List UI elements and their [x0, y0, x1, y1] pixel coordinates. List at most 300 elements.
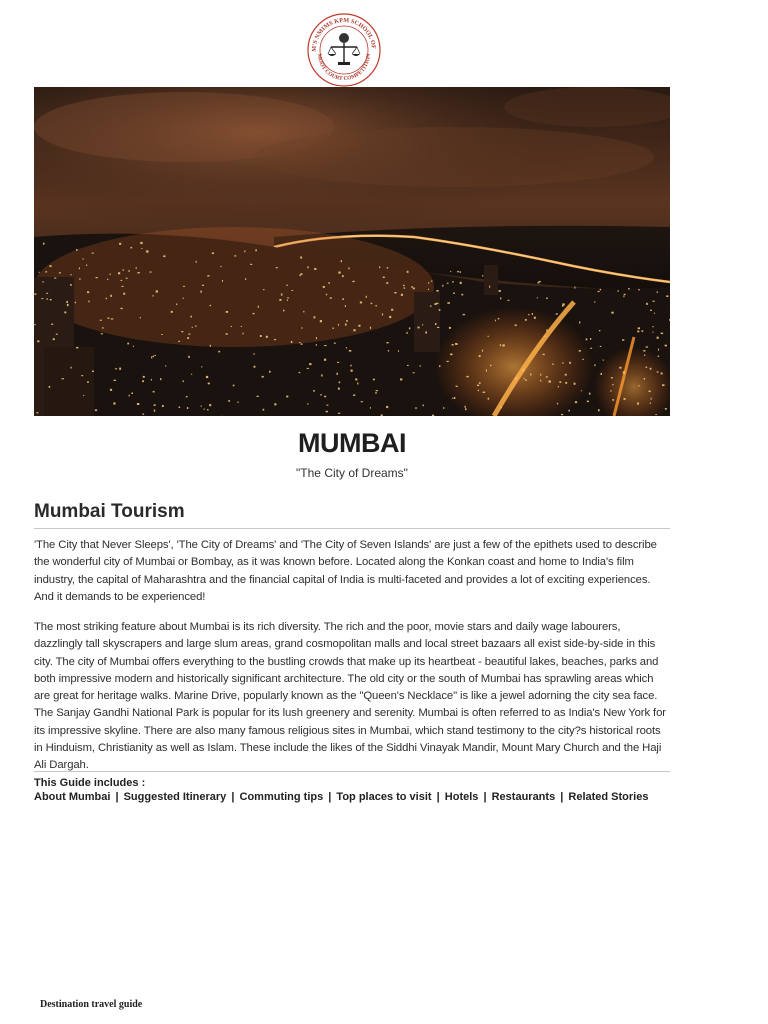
city-light	[121, 280, 123, 281]
intro-paragraph: 'The City that Never Sleeps', 'The City of Dreams' and 'The City of Seven Islands' are just a few of the epithets used to describe the wonderful city of Mumbai or Bombay, as it was known before. Located along the Konkan coast and home to India's film industry, the capital of Maharashtra and the financial capital of India is multi-faceted and provides a lot of exciting experiences. And it demands to be experienced!	[34, 539, 657, 603]
city-light	[619, 367, 621, 369]
city-light	[220, 266, 221, 267]
city-light	[324, 359, 326, 361]
city-light	[345, 324, 347, 326]
city-light	[522, 369, 524, 371]
city-light	[130, 247, 132, 249]
city-light	[313, 390, 315, 392]
link-about-mumbai[interactable]: About Mumbai	[34, 791, 111, 803]
city-light	[67, 304, 69, 306]
city-light	[210, 345, 211, 347]
city-light	[200, 291, 201, 293]
city-light	[552, 364, 554, 365]
city-light	[500, 344, 501, 346]
city-light	[342, 298, 344, 300]
city-light	[156, 290, 158, 292]
city-light	[561, 414, 563, 415]
city-light	[342, 275, 344, 277]
city-light	[346, 320, 348, 322]
city-light	[351, 370, 353, 372]
city-light	[113, 402, 115, 404]
city-light	[537, 297, 538, 298]
city-light	[611, 312, 613, 314]
city-light	[348, 268, 349, 270]
city-light	[250, 264, 252, 265]
city-light	[153, 356, 154, 358]
city-light	[131, 393, 133, 395]
city-light	[136, 267, 138, 268]
city-light	[92, 253, 94, 254]
city-light	[307, 368, 309, 369]
city-light	[226, 333, 228, 335]
city-light	[274, 339, 276, 340]
city-light	[301, 344, 303, 345]
city-light	[644, 378, 645, 380]
city-light	[581, 390, 582, 391]
link-hotels[interactable]: Hotels	[444, 791, 479, 803]
city-light	[624, 294, 626, 295]
city-light	[582, 359, 583, 360]
city-light	[539, 281, 541, 283]
city-light	[345, 305, 346, 307]
city-light	[465, 406, 466, 408]
city-light	[500, 297, 501, 299]
city-light	[546, 329, 547, 331]
city-light	[439, 365, 440, 367]
city-light	[153, 295, 154, 297]
city-light	[146, 250, 148, 252]
city-light	[162, 405, 164, 407]
city-light	[430, 306, 432, 307]
city-light	[361, 401, 363, 402]
city-light	[388, 350, 389, 352]
city-light	[187, 337, 189, 339]
link-top-places[interactable]: Top places to visit	[336, 791, 432, 803]
city-light	[540, 380, 541, 382]
city-light	[477, 385, 479, 386]
city-light	[562, 362, 563, 364]
city-light	[442, 285, 443, 287]
city-light	[638, 327, 640, 329]
city-light	[201, 406, 202, 407]
guide-links: About Mumbai | Suggested Itinerary | Commuting tips | Top places to visit | Hotels | Restaurants | Related Stories	[34, 791, 649, 803]
city-light	[151, 379, 152, 381]
city-light	[181, 331, 184, 332]
city-light	[171, 311, 173, 313]
city-light	[226, 311, 228, 313]
city-light	[338, 388, 340, 390]
page-title: MUMBAI	[298, 428, 406, 458]
city-light	[558, 386, 559, 387]
city-light	[422, 324, 423, 325]
city-light	[245, 278, 246, 280]
city-light	[383, 277, 385, 278]
city-light	[337, 362, 339, 363]
city-light	[37, 340, 39, 342]
city-light	[540, 374, 541, 376]
city-light	[70, 274, 71, 275]
city-light	[600, 346, 602, 347]
city-light	[450, 354, 452, 356]
city-light	[128, 270, 129, 272]
city-light	[160, 378, 161, 380]
city-light	[366, 296, 367, 298]
guide-divider	[34, 771, 670, 772]
city-light	[379, 266, 380, 268]
city-light	[353, 329, 355, 331]
city-light	[207, 409, 209, 410]
city-light	[70, 284, 72, 286]
city-light	[457, 271, 459, 272]
city-light	[137, 403, 139, 405]
city-light	[260, 335, 262, 337]
city-light	[657, 371, 659, 372]
city-light	[222, 280, 223, 282]
city-light	[370, 407, 371, 408]
city-light	[569, 362, 571, 364]
city-light	[610, 390, 611, 392]
page-subtitle: "The City of Dreams"	[296, 466, 408, 480]
city-light	[254, 366, 256, 368]
city-light	[568, 410, 570, 412]
city-light	[183, 298, 184, 299]
city-light	[466, 376, 468, 377]
city-light	[598, 291, 600, 292]
city-light	[210, 305, 212, 306]
city-light	[661, 373, 663, 375]
city-light	[415, 407, 416, 409]
city-light	[665, 345, 667, 347]
city-light	[142, 414, 144, 415]
city-light	[501, 406, 502, 408]
link-suggested-itinerary[interactable]: Suggested Itinerary	[123, 791, 227, 803]
city-light	[589, 393, 591, 395]
city-light	[411, 286, 412, 288]
city-light	[81, 375, 83, 376]
guide-label: This Guide includes :	[34, 777, 146, 789]
city-light	[565, 374, 567, 376]
city-light	[574, 287, 575, 289]
city-light	[274, 403, 276, 405]
city-light	[179, 407, 181, 409]
city-light	[587, 401, 589, 403]
city-light	[92, 371, 94, 372]
city-light	[208, 383, 210, 385]
city-light	[34, 324, 36, 325]
city-light	[96, 277, 98, 278]
city-light	[653, 301, 655, 302]
city-light	[657, 291, 658, 293]
city-light	[428, 282, 429, 283]
page-footer: Destination travel guide	[40, 999, 143, 1010]
city-light	[88, 301, 89, 303]
city-light	[183, 380, 184, 382]
city-light	[486, 370, 487, 372]
city-light	[127, 343, 129, 345]
city-light	[83, 395, 84, 396]
city-light	[209, 404, 211, 406]
city-light	[543, 354, 545, 355]
city-light	[460, 282, 462, 284]
city-light	[255, 249, 256, 251]
city-light	[176, 304, 177, 305]
city-light	[356, 379, 357, 380]
city-light	[594, 301, 595, 302]
city-light	[375, 392, 376, 394]
city-light	[154, 410, 155, 412]
city-light	[334, 343, 336, 344]
city-light	[534, 317, 536, 319]
city-light	[39, 272, 40, 273]
city-light	[498, 318, 500, 319]
city-light	[654, 313, 655, 314]
city-light	[599, 330, 600, 331]
city-light	[557, 403, 558, 405]
city-light	[106, 298, 107, 300]
city-light	[436, 303, 438, 304]
city-light	[75, 302, 76, 303]
city-light	[650, 368, 652, 370]
city-light	[447, 302, 450, 304]
city-light	[450, 271, 451, 272]
city-light	[657, 337, 659, 339]
city-light	[601, 373, 603, 375]
city-light	[391, 309, 393, 311]
hero-image	[34, 87, 670, 416]
city-light	[398, 350, 399, 352]
city-light	[655, 414, 656, 415]
city-light	[456, 386, 458, 387]
city-light	[532, 313, 533, 315]
city-light	[149, 272, 151, 273]
city-light	[562, 303, 564, 305]
city-light	[321, 374, 323, 376]
city-light	[463, 314, 465, 315]
city-light	[100, 320, 102, 321]
city-light	[303, 311, 304, 313]
city-light	[389, 316, 391, 318]
city-light	[651, 398, 652, 400]
city-light	[287, 297, 289, 298]
city-light	[465, 408, 467, 410]
city-light	[320, 394, 322, 395]
city-light	[652, 326, 653, 327]
city-light	[187, 407, 188, 409]
city-light	[314, 268, 317, 270]
city-light	[34, 293, 36, 294]
city-light	[51, 324, 53, 325]
city-light	[140, 242, 142, 244]
city-light	[161, 334, 163, 335]
city-light	[110, 389, 112, 391]
city-light	[118, 272, 120, 274]
city-light	[637, 403, 639, 405]
city-light	[623, 371, 625, 373]
city-light	[129, 395, 130, 397]
city-light	[195, 325, 196, 327]
city-light	[196, 261, 197, 263]
city-light	[409, 327, 410, 329]
city-light	[437, 327, 439, 328]
city-light	[482, 350, 483, 352]
city-light	[650, 403, 651, 404]
city-light	[83, 258, 84, 259]
city-light	[461, 294, 463, 296]
city-light	[373, 379, 375, 381]
city-light	[648, 391, 650, 392]
city-light	[456, 344, 458, 345]
city-light	[525, 319, 527, 321]
city-light	[151, 356, 152, 358]
city-light	[454, 397, 455, 399]
city-light	[423, 405, 424, 407]
city-light	[546, 298, 548, 300]
city-light	[338, 413, 340, 414]
city-light	[155, 355, 156, 356]
city-light	[556, 313, 558, 314]
city-light	[326, 405, 328, 406]
city-light	[324, 345, 326, 346]
city-light	[617, 290, 619, 291]
city-light	[387, 267, 389, 268]
city-light	[658, 349, 659, 351]
city-light	[300, 275, 301, 277]
city-light	[79, 268, 80, 270]
city-light	[495, 320, 496, 322]
city-light	[404, 287, 406, 288]
link-related-stories[interactable]: Related Stories	[568, 791, 649, 803]
city-light	[119, 243, 121, 245]
city-light	[638, 385, 639, 386]
city-light	[109, 274, 111, 275]
city-light	[643, 350, 645, 351]
city-light	[431, 281, 433, 282]
city-light	[559, 381, 561, 383]
city-light	[115, 368, 117, 369]
city-light	[628, 288, 630, 289]
city-light	[202, 285, 204, 286]
city-light	[45, 271, 47, 272]
city-light	[661, 333, 663, 335]
city-light	[425, 332, 427, 334]
city-light	[101, 333, 103, 334]
city-light	[70, 367, 71, 369]
city-light	[191, 316, 192, 318]
city-light	[386, 282, 388, 284]
city-light	[110, 295, 112, 297]
city-light	[102, 327, 104, 328]
city-light	[669, 319, 670, 321]
city-light	[231, 326, 232, 327]
city-light	[299, 372, 301, 373]
city-light	[400, 379, 402, 381]
city-light	[502, 344, 504, 346]
city-light	[301, 328, 303, 329]
city-light	[140, 317, 141, 318]
city-light	[50, 299, 52, 300]
city-light	[332, 328, 334, 329]
city-light	[579, 321, 580, 323]
city-light	[53, 338, 55, 340]
city-light	[114, 380, 116, 381]
city-light	[126, 278, 128, 279]
city-light	[623, 295, 624, 297]
logo-text-top: M'S NMIMS KPM SCHOOL OF	[310, 16, 378, 52]
city-light	[413, 372, 415, 373]
city-light	[662, 384, 664, 386]
city-light	[598, 409, 600, 411]
city-light	[435, 323, 436, 325]
city-light	[309, 363, 311, 365]
city-light	[243, 333, 244, 335]
city-light	[603, 360, 604, 361]
city-light	[121, 308, 123, 309]
link-commuting-tips[interactable]: Commuting tips	[239, 791, 324, 803]
city-light	[47, 298, 48, 300]
city-light	[658, 356, 660, 357]
city-light	[341, 260, 342, 262]
city-light	[549, 381, 551, 383]
city-light	[212, 252, 214, 254]
city-light	[436, 290, 438, 292]
city-light	[228, 400, 230, 402]
city-light	[283, 310, 285, 312]
city-light	[192, 327, 193, 328]
city-light	[524, 378, 525, 379]
link-restaurants[interactable]: Restaurants	[491, 791, 556, 803]
city-light	[143, 376, 145, 378]
city-light	[76, 347, 78, 349]
city-light	[350, 365, 351, 367]
city-light	[590, 348, 592, 349]
city-light	[107, 279, 108, 280]
city-light	[590, 338, 591, 340]
city-light	[507, 300, 509, 301]
city-light	[530, 374, 531, 376]
city-light	[62, 378, 65, 379]
city-light	[43, 281, 44, 282]
diversity-paragraph: The most striking feature about Mumbai is its rich diversity. The rich and the poor, movie stars and daily wage labourers, dazzlingly tall skyscrapers and large slum areas, grand cosmopolitan malls and local street bazaars all exist side-by-side in this city. The city of Mumbai offers everything to the bustling crowds that make up its heartbeat - beautiful lakes, beaches, parks and both impressive modern and historically significant architecture. The old city or the south of Mumbai has sprawling areas which are great for heritage walks. Marine Drive, popularly known as the "Queen's Necklace" is like a jewel adorning the city sea face. The Sanjay Gandhi National Park is popular for its lush greenery and serenity. Mumbai is often referred to as India's New York for its impressive skyline. There are also many famous religious sites in Mumbai, which stand testimony to the city?s historical roots in Hinduism, Christianity as well as Islam. These include the likes of the Siddhi Vinayak Mandir, Mount Mary Church and the Haji Ali Dargah.	[34, 621, 666, 772]
city-light	[479, 382, 481, 384]
city-light	[326, 294, 327, 296]
city-light	[183, 286, 185, 287]
city-light	[316, 337, 317, 339]
mumbai-skyline-photo	[34, 87, 670, 416]
city-light	[586, 338, 588, 340]
city-light	[233, 385, 235, 387]
city-light	[266, 336, 268, 338]
city-light	[49, 386, 51, 388]
city-light	[420, 365, 421, 366]
city-light	[54, 278, 56, 279]
city-light	[381, 415, 383, 417]
city-light	[349, 350, 351, 352]
city-light	[258, 306, 259, 308]
city-light	[489, 286, 490, 288]
city-light	[188, 334, 190, 335]
city-light	[646, 367, 648, 368]
city-light	[234, 255, 236, 256]
city-light	[86, 265, 87, 266]
city-light	[515, 378, 517, 380]
city-light	[218, 351, 220, 353]
city-light	[291, 341, 293, 343]
city-light	[407, 271, 409, 273]
city-light	[646, 346, 649, 347]
city-light	[307, 403, 308, 404]
city-light	[188, 356, 190, 358]
city-light	[382, 314, 383, 316]
